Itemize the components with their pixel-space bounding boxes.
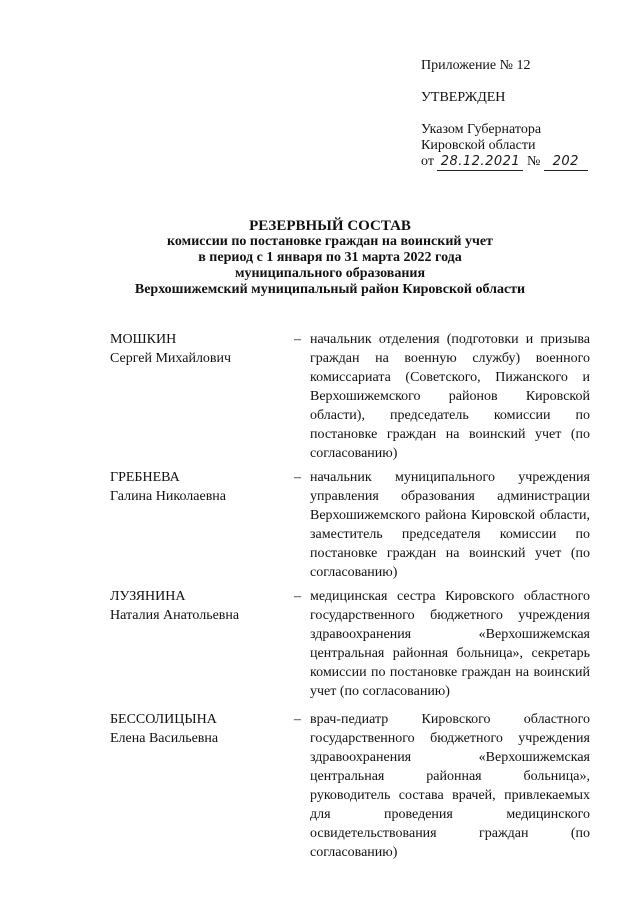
- approved-stamp-text: УТВЕРЖДЕН: [421, 90, 506, 105]
- member-given-name: Сергей Михайлович: [110, 351, 232, 366]
- member-surname: ЛУЗЯНИНА: [110, 589, 186, 604]
- date-prefix: от: [421, 154, 434, 169]
- document-title: РЕЗЕРВНЫЙ СОСТАВ: [249, 218, 411, 234]
- member-role: врач-педиатр Кировского областного государственного бюджетного учреждения здравоохранения «Верхошижемская центральная районная больница», руководитель состава врачей, привлекаемых для проведения медицинского освидетельствования граждан (по согласованию): [310, 712, 590, 860]
- handwritten-date: 28.12.2021: [437, 154, 523, 171]
- decree-date-line: [421, 154, 621, 171]
- member-name: [110, 468, 280, 506]
- member-role: медицинская сестра Кировского областного государственного бюджетного учреждения здравоохранения «Верхошижемская центральная районная больница», секретарь комиссии по постановке граждан на воинский учет (по согласованию): [310, 589, 590, 699]
- member-dash: –: [294, 589, 301, 604]
- handwritten-number: 202: [544, 154, 588, 171]
- member-dash: –: [294, 712, 301, 727]
- decree-line-1: Указом Губернатора: [421, 122, 542, 137]
- number-prefix: №: [526, 154, 541, 169]
- heading-line-3: муниципального образования: [234, 266, 426, 281]
- approval-block: [421, 58, 621, 171]
- member-given-name: Наталия Анатольевна: [110, 608, 240, 623]
- member-name: [110, 710, 280, 748]
- appendix-number: Приложение № 12: [421, 58, 531, 73]
- decree-line-2: Кировской области: [421, 138, 536, 153]
- member-surname: ГРЕБНЕВА: [110, 470, 180, 485]
- member-name: [110, 330, 280, 368]
- member-dash: –: [294, 332, 301, 347]
- document-heading: [60, 218, 600, 298]
- member-name: [110, 587, 280, 625]
- member-role: начальник муниципального учреждения управления образования администрации Верхошижемского района Кировской области, заместитель председателя комиссии по постановке граждан на воинский учет (по согласованию): [310, 470, 590, 580]
- member-dash: –: [294, 470, 301, 485]
- heading-line-4: Верхошижемский муниципальный район Кировской области: [134, 282, 526, 297]
- heading-line-2: в период с 1 января по 31 марта 2022 года: [198, 250, 462, 265]
- member-surname: БЕССОЛИЦЫНА: [110, 712, 217, 727]
- heading-line-1: комиссии по постановке граждан на воинский учет: [167, 234, 493, 249]
- member-given-name: Елена Васильевна: [110, 731, 219, 746]
- member-surname: МОШКИН: [110, 332, 177, 347]
- member-given-name: Галина Николаевна: [110, 489, 227, 504]
- member-role: начальник отделения (подготовки и призыва граждан на военную службу) военного комиссариата (Советского, Пижанского и Верхошижемского районов Кировской области), председатель комиссии по постановке граждан на воинский учет (по согласованию): [310, 332, 590, 461]
